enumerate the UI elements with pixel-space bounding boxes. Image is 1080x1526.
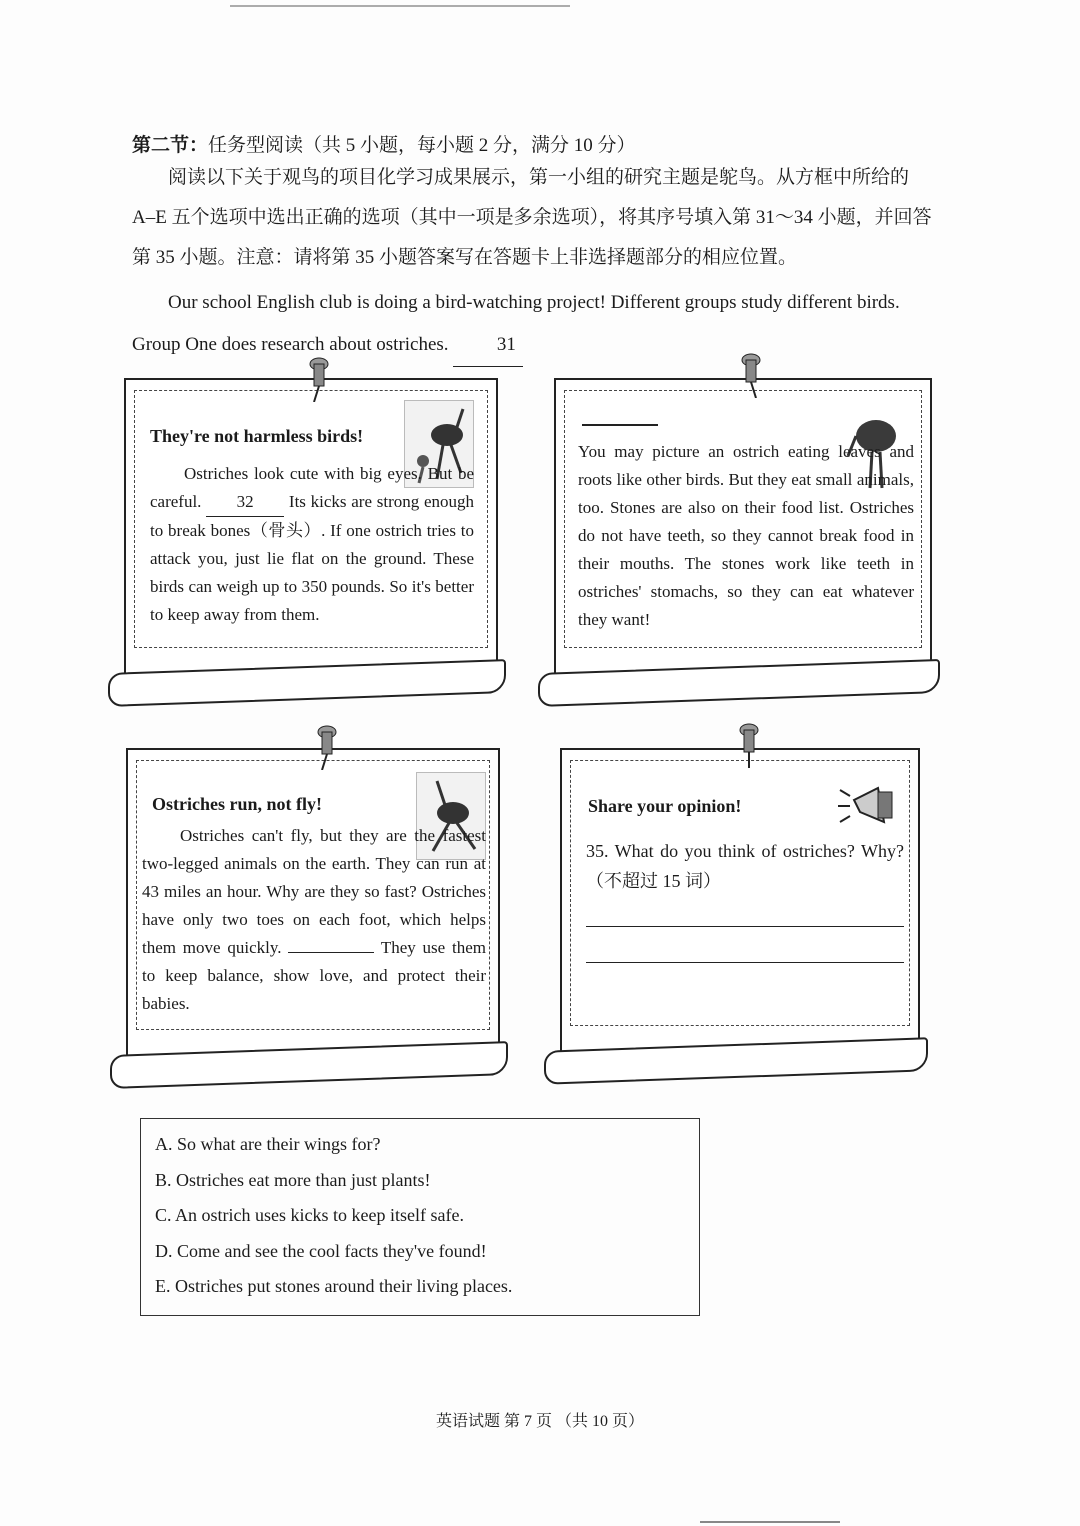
blank-32[interactable]: 32: [206, 488, 284, 517]
card-body: Ostriches can't fly, but they are the fastest two-legged animals on the earth. They can run at 43 miles an hour. Why are they so fast? Ostriches have only two toes on each foot, which helps them move quickly. They use them to keep balance, show love, and protect their babies.: [142, 826, 486, 1013]
section-description: 任务型阅读（共 5 小题，每小题 2 分，满分 10 分）: [208, 135, 636, 156]
scan-top-line: [230, 0, 570, 7]
question-35: 35. What do you think of ostriches? Why?（不超过 15 词）: [586, 841, 904, 891]
card-body: You may picture an ostrich eating leaves and roots like other birds. But they eat small animals, too. Stones are also on their food list. Ostriches do not have teeth, so they cannot break food in their mouths. The stones work like teeth in ostriches' stomachs, so they can eat whatever they want!: [578, 442, 914, 629]
option-b: B. Ostriches eat more than just plants!: [155, 1169, 431, 1190]
card-food: [554, 378, 932, 678]
section-heading: [132, 130, 636, 157]
section-label: 第二节：: [132, 135, 209, 156]
blank-31[interactable]: 31: [453, 324, 523, 367]
card-not-harmless: [124, 378, 498, 678]
card-opinion: [560, 748, 920, 1056]
push-pin-icon: [316, 724, 338, 770]
card-title: Share your opinion!: [588, 796, 742, 816]
intro-text: Our school English club is doing a bird-watching project! Different groups study different birds. Group One does research about ostriches.: [132, 292, 900, 355]
option-a: A. So what are their wings for?: [155, 1134, 381, 1154]
options-box: [140, 1118, 700, 1316]
option-c: C. An ostrich uses kicks to keep itself safe.: [155, 1205, 464, 1225]
card-title: They're not harmless birds!: [150, 426, 364, 446]
option-e: E. Ostriches put stones around their living places.: [155, 1276, 513, 1296]
blank-33[interactable]: [582, 424, 658, 426]
scan-bottom-line: [700, 1521, 840, 1523]
page-footer: 英语试题 第 7 页 （共 10 页）: [435, 1413, 644, 1430]
instruction-paragraph: 阅读以下关于观鸟的项目化学习成果展示，第一小组的研究主题是鸵鸟。从方框中所给的 A–E 五个选项中选出正确的选项（其中一项是多余选项），将其序号填入第 31～34 小题，并回答第 35 小题。注意：请将第 35 小题答案写在答题卡上非选择题部分的相应位置。: [132, 167, 932, 268]
card-run: [126, 748, 500, 1060]
card-body: Ostriches look cute with big eyes. But be careful. 32 Its kicks are strong enough to break bones（骨头）. If one ostrich tries to attack you, just lie flat on the ground. These birds can weigh up to 350 pounds. So it's better to keep away from them.: [150, 464, 475, 624]
push-pin-icon: [740, 352, 762, 398]
card-title: Ostriches run, not fly!: [152, 794, 322, 814]
intro-paragraph: [132, 282, 932, 367]
answer-line[interactable]: [586, 962, 904, 963]
blank-34[interactable]: [288, 952, 374, 953]
option-d: D. Come and see the cool facts they've found!: [155, 1240, 487, 1261]
push-pin-icon: [308, 356, 330, 402]
answer-line[interactable]: [586, 926, 904, 927]
megaphone-icon: [838, 782, 902, 834]
push-pin-icon: [738, 722, 760, 768]
